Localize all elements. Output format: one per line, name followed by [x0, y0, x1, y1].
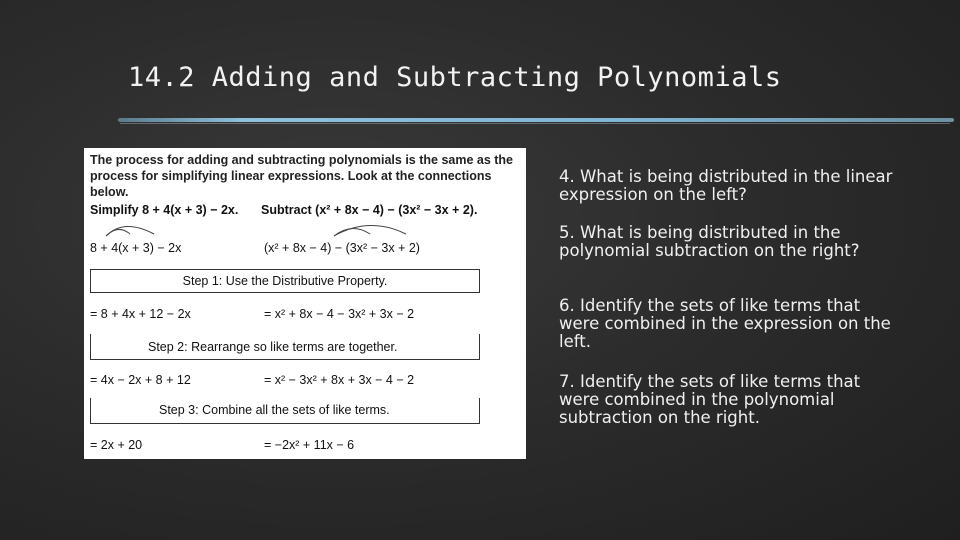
- slide-title: 14.2 Adding and Subtracting Polynomials: [128, 62, 782, 93]
- question-4: 4. What is being distributed in the linear expression on the left?: [559, 167, 893, 204]
- title-underline-shadow: [120, 123, 950, 124]
- step-2-left: = 4x − 2x + 8 + 12: [90, 373, 191, 387]
- worked-example-panel: [84, 148, 526, 459]
- left-problem-label: Simplify 8 + 4(x + 3) − 2x.: [90, 203, 239, 217]
- question-6: 6. Identify the sets of like terms that were combined in the expression on the left.: [559, 296, 891, 351]
- step-3-left: = 2x + 20: [90, 438, 143, 452]
- intro-text: The process for adding and subtracting polynomials is the same as the process for simplifying linear expressions. Look at the connections below.: [90, 153, 514, 199]
- title-underline: [118, 118, 954, 122]
- step-1-right: = x² + 8x − 4 − 3x² + 3x − 2: [264, 307, 415, 321]
- right-problem-label: Subtract (x² + 8x − 4) − (3x² − 3x + 2).: [261, 203, 478, 217]
- left-expression: 8 + 4(x + 3) − 2x: [90, 241, 182, 255]
- step-3-text: Step 3: Combine all the sets of like terms.: [159, 403, 390, 417]
- step-1-text: Step 1: Use the Distributive Property.: [182, 274, 388, 288]
- distribution-arrows: [84, 148, 526, 248]
- question-7: 7. Identify the sets of like terms that were combined in the polynomial subtraction on the right.: [559, 372, 861, 427]
- right-expression: (x² + 8x − 4) − (3x² − 3x + 2): [264, 241, 420, 255]
- step-1-left: = 8 + 4x + 12 − 2x: [90, 307, 191, 321]
- question-5: 5. What is being distributed in the polynomial subtraction on the right?: [559, 223, 860, 260]
- step-3-right: = −2x² + 11x − 6: [264, 438, 355, 452]
- step-2-right: = x² − 3x² + 8x + 3x − 4 − 2: [264, 373, 415, 387]
- step-1-box: [90, 269, 480, 293]
- step-2-text: Step 2: Rearrange so like terms are together.: [148, 340, 398, 354]
